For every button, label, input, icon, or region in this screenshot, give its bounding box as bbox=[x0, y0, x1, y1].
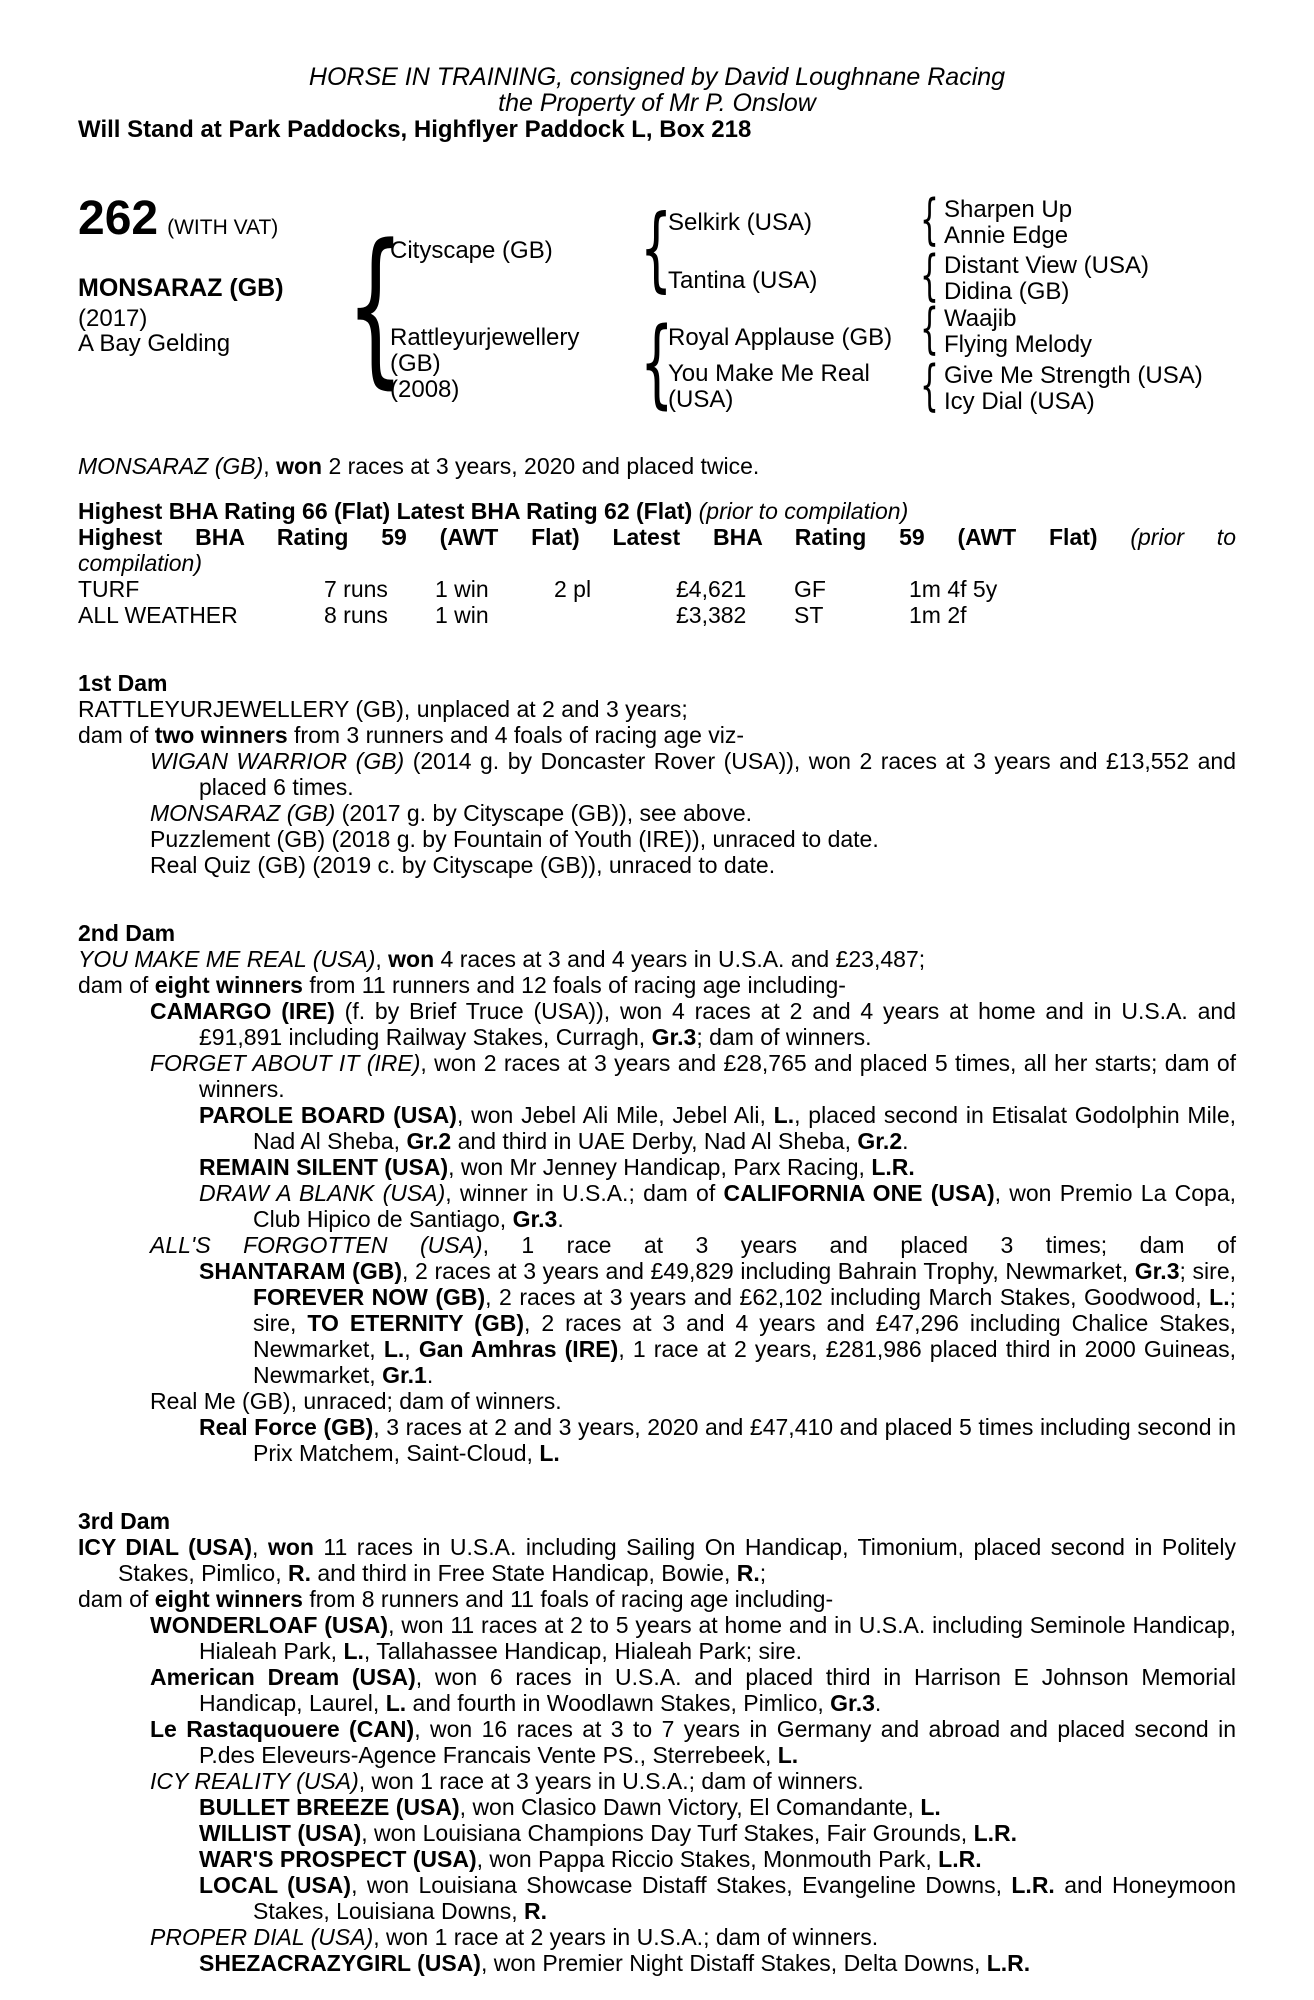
progeny-entry: Real Me (GB), unraced; dam of winners. bbox=[150, 1388, 562, 1414]
gg-name: Icy Dial (USA) bbox=[944, 388, 1095, 415]
race-record-summary: MONSARAZ (GB), won 2 races at 3 years, 2020 and placed twice. bbox=[78, 453, 760, 479]
stand-location-line: Will Stand at Park Paddocks, Highflyer Paddock L, Box 218 bbox=[78, 116, 752, 143]
dam-text-line: YOU MAKE ME REAL (USA), won 4 races at 3 and 4 years in U.S.A. and £23,487; bbox=[78, 946, 926, 972]
dam-dam-line1: You Make Me Real bbox=[668, 360, 870, 387]
gg-pair-3 bbox=[944, 306, 1092, 358]
progeny-entry: Real Force (GB), 3 races at 2 and 3 years, 2020 and £47,410 and placed 5 times including second in Prix Matchem, Saint-Cloud, L. bbox=[199, 1414, 1236, 1466]
runs-cell: 8 runs bbox=[324, 602, 388, 628]
going-cell: ST bbox=[794, 602, 824, 628]
progeny-entry: BULLET BREEZE (USA), won Clasico Dawn Victory, El Comandante, L. bbox=[199, 1794, 941, 1820]
lot-number-row bbox=[78, 192, 279, 245]
earnings-cell: £3,382 bbox=[676, 602, 747, 628]
performance-table bbox=[78, 576, 1236, 628]
consignor-line: HORSE IN TRAINING, consigned by David Loughnane Racing bbox=[308, 63, 1006, 91]
horse-description: A Bay Gelding bbox=[78, 330, 231, 357]
gg-name: Annie Edge bbox=[944, 222, 1069, 249]
progeny-entry: PROPER DIAL (USA), won 1 race at 2 years in U.S.A.; dam of winners. bbox=[150, 1924, 879, 1950]
sire-sire-name: Selkirk (USA) bbox=[668, 209, 813, 236]
progeny-entry: LOCAL (USA), won Louisiana Showcase Distaff Stakes, Evangeline Downs, L.R. and Honeymoon Stakes, Louisiana Downs, R. bbox=[199, 1872, 1237, 1924]
progeny-entry: American Dream (USA), won 6 races in U.S.A. and placed third in Harrison E Johnson Memorial Handicap, Laurel, L. and fourth in Woodlawn Stakes, Pimlico, Gr.3. bbox=[150, 1664, 1236, 1716]
owner-line: the Property of Mr P. Onslow bbox=[498, 89, 816, 117]
progeny-entry: Puzzlement (GB) (2018 g. by Fountain of Youth (IRE)), unraced to date. bbox=[150, 826, 879, 852]
dam-text-line: ICY DIAL (USA), won 11 races in U.S.A. including Sailing On Handicap, Timonium, placed second in Politely Stakes, Pimlico, R. and third in Free State Handicap, Bowie, R.; bbox=[78, 1534, 1236, 1586]
progeny-entry: FORGET ABOUT IT (IRE), won 2 races at 3 years and £28,765 and placed 5 times, all her starts; dam of winners. bbox=[150, 1050, 1237, 1102]
places-cell bbox=[554, 602, 676, 628]
gg-name: Flying Melody bbox=[944, 331, 1093, 358]
dam-text-line: dam of eight winners from 8 runners and 11 foals of racing age including- bbox=[78, 1586, 834, 1612]
progeny-entry: Le Rastaquouere (CAN), won 16 races at 3 to 7 years in Germany and abroad and placed second in P.des Eleveurs-Agence Francais Vente PS., Sterrebeek, L. bbox=[150, 1716, 1236, 1768]
gg-name: Distant View (USA) bbox=[944, 252, 1149, 279]
dam-name-line1: Rattleyurjewellery bbox=[390, 324, 580, 351]
progeny-entry: MONSARAZ (GB) (2017 g. by Cityscape (GB)), see above. bbox=[150, 800, 753, 826]
progeny-entry: CAMARGO (IRE) (f. by Brief Truce (USA)), won 4 races at 2 and 4 years at home and in U.S.A. and £91,891 including Railway Stakes, Curragh, Gr.3; dam of winners. bbox=[150, 998, 1236, 1050]
section-heading: 2nd Dam bbox=[78, 920, 176, 946]
vat-label: (WITH VAT) bbox=[167, 216, 279, 239]
distance-cell: 1m 2f bbox=[909, 602, 967, 628]
gg-brace-3: { bbox=[920, 297, 939, 360]
sire-name: Cityscape (GB) bbox=[390, 237, 553, 264]
wins-cell: 1 win bbox=[435, 602, 489, 628]
gg-brace-4: { bbox=[920, 354, 939, 417]
going-cell: GF bbox=[794, 576, 826, 602]
earnings-cell: £4,621 bbox=[676, 576, 747, 602]
gg-name: Give Me Strength (USA) bbox=[944, 362, 1203, 389]
progeny-entry: ICY REALITY (USA), won 1 race at 3 years in U.S.A.; dam of winners. bbox=[150, 1768, 864, 1794]
progeny-entry: WIGAN WARRIOR (GB) (2014 g. by Doncaster Rover (USA)), won 2 races at 3 years and £13,552 and placed 6 times. bbox=[150, 748, 1236, 800]
section-3rd-dam bbox=[78, 1508, 1236, 1976]
progeny-entry: DRAW A BLANK (USA), winner in U.S.A.; dam of CALIFORNIA ONE (USA), won Premio La Copa, Club Hipico de Santiago, Gr.3. bbox=[199, 1180, 1236, 1232]
progeny-entry: SHANTARAM (GB), 2 races at 3 years and £49,829 including Bahrain Trophy, Newmarket, Gr.3; sire, FOREVER NOW (GB), 2 races at 3 years and £62,102 including March Stakes, Goodwood, L.; sire, TO ETERNITY (GB), 2 races at 3 and 4 years and £47,296 including Chalice Stakes, Newmarket, L., Gan Amhras (IRE), 1 race at 2 years, £281,986 placed third in 2000 Guineas, Newmarket, Gr.1. bbox=[199, 1258, 1236, 1388]
page-header bbox=[78, 64, 1236, 143]
progeny-entry: REMAIN SILENT (USA), won Mr Jenney Handicap, Parx Racing, L.R. bbox=[199, 1154, 915, 1180]
gg-brace-1: { bbox=[920, 188, 939, 251]
dam-name-line2: (GB) bbox=[390, 350, 441, 377]
dam-text-line: dam of eight winners from 11 runners and 12 foals of racing age including- bbox=[78, 972, 846, 998]
section-heading: 3rd Dam bbox=[78, 1508, 171, 1534]
progeny-entry: PAROLE BOARD (USA), won Jebel Ali Mile, Jebel Ali, L., placed second in Etisalat Godolphin Mile, Nad Al Sheba, Gr.2 and third in UAE Derby, Nad Al Sheba, Gr.2. bbox=[199, 1102, 1236, 1154]
dam-dam-name bbox=[668, 361, 870, 413]
progeny-entry: WAR'S PROSPECT (USA), won Pappa Riccio Stakes, Monmouth Park, L.R. bbox=[199, 1846, 982, 1872]
dam-sire-name: Royal Applause (GB) bbox=[668, 324, 893, 351]
section-2nd-dam bbox=[78, 920, 1236, 1466]
dam-brace: { bbox=[640, 307, 674, 419]
dam-text-line: dam of two winners from 3 runners and 4 foals of racing age viz- bbox=[78, 722, 745, 748]
runs-cell: 7 runs bbox=[324, 576, 388, 602]
lot-number: 262 bbox=[78, 192, 159, 245]
horse-name: MONSARAZ (GB) bbox=[78, 274, 284, 302]
gg-name: Waajib bbox=[944, 305, 1017, 332]
dam-dam-line2: (USA) bbox=[668, 386, 734, 413]
progeny-entry: WILLIST (USA), won Louisiana Champions Day Turf Stakes, Fair Grounds, L.R. bbox=[199, 1820, 1018, 1846]
gg-brace-2: { bbox=[920, 244, 939, 307]
gg-pair-4 bbox=[944, 363, 1203, 415]
foaling-year: (2017) bbox=[78, 305, 148, 332]
wins-cell: 1 win bbox=[435, 576, 489, 602]
gg-pair-1 bbox=[944, 197, 1072, 249]
rating-line-1: Highest BHA Rating 66 (Flat) Latest BHA Rating 62 (Flat) (prior to compilation) bbox=[78, 498, 909, 524]
progeny-entry: Real Quiz (GB) (2019 c. by Cityscape (GB)), unraced to date. bbox=[150, 852, 776, 878]
pedigree-table bbox=[78, 185, 1236, 422]
progeny-entry: WONDERLOAF (USA), won 11 races at 2 to 5 years at home and in U.S.A. including Seminole Handicap, Hialeah Park, L., Tallahassee Handicap, Hialeah Park; sire. bbox=[150, 1612, 1237, 1664]
sire-dam-name: Tantina (USA) bbox=[668, 267, 818, 294]
section-heading: 1st Dam bbox=[78, 670, 168, 696]
gg-name: Didina (GB) bbox=[944, 278, 1070, 305]
distance-cell: 1m 4f 5y bbox=[909, 576, 998, 602]
progeny-entry: SHEZACRAZYGIRL (USA), won Premier Night Distaff Stakes, Delta Downs, L.R. bbox=[199, 1950, 1031, 1976]
surface-cell: TURF bbox=[78, 576, 140, 602]
rating-line-2: Highest BHA Rating 59 (AWT Flat) Latest BHA Rating 59 (AWT Flat) (prior to bbox=[78, 524, 1236, 550]
gg-pair-2 bbox=[944, 253, 1149, 305]
rating-line-3: compilation) bbox=[78, 550, 202, 576]
bha-ratings bbox=[78, 498, 1236, 576]
sire-brace: { bbox=[640, 195, 673, 302]
gg-name: Sharpen Up bbox=[944, 196, 1073, 223]
dam-text-line: RATTLEYURJEWELLERY (GB), unplaced at 2 and 3 years; bbox=[78, 696, 688, 722]
dam-name bbox=[390, 325, 579, 403]
progeny-entry: ALL'S FORGOTTEN (USA), 1 race at 3 years and placed 3 times; dam of bbox=[150, 1232, 1236, 1258]
places-cell: 2 pl bbox=[554, 576, 592, 602]
section-1st-dam bbox=[78, 670, 1236, 878]
main-brace: { bbox=[346, 208, 405, 404]
surface-cell: ALL WEATHER bbox=[78, 602, 238, 628]
dam-name-line3: (2008) bbox=[390, 376, 460, 403]
